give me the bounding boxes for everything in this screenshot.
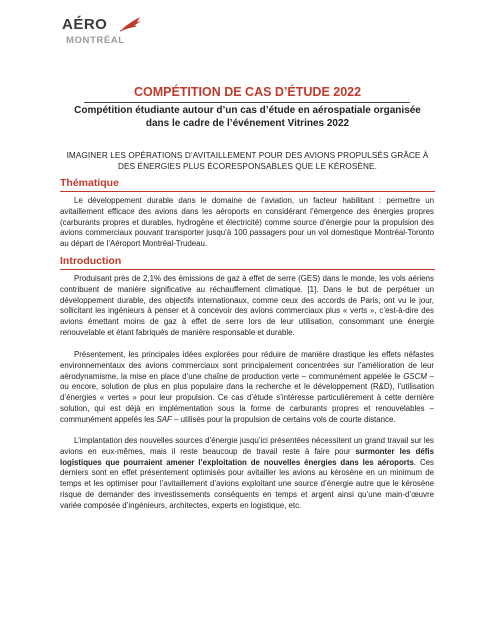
page-subtitle: [60, 104, 435, 130]
intro-p2-text-b: – ou encore, solution de plus en plus populaire dans la recherche et le développement (R&D), l’utilisation d’énergies « vertes » pour leur propulsion. Ce cas d’étude s’intéresse particulièrement à cette dernière solution, qui est déjà en implémentation sous la forme de carburants propres et renouvelables – communément appelés les: [60, 371, 434, 424]
section-rule-introduction: [60, 269, 435, 270]
section-heading-introduction: Introduction: [60, 255, 122, 267]
section-rule-thematique: [60, 191, 435, 192]
intro-paragraph-3: [60, 436, 434, 512]
gscm-term: GSCM: [403, 371, 427, 381]
saf-term: SAF: [156, 414, 172, 424]
plane-swoosh-icon: [120, 16, 142, 32]
intro-p2-text-a: Présentement, les principales idées explorées pour réduire de manière drastique les effets néfastes environnementaux des avions commerciaux sont principalement concentrées sur l’amélioration de leur aérodynamisme, la mise en place d’une chaîne de production verte – communément appelée le: [60, 350, 434, 381]
subtitle-line2: dans le cadre de l’événement Vitrines 2022: [145, 118, 350, 129]
subtitle-line1: Compétition étudiante autour d’un cas d’étude en aérospatiale organisée: [74, 105, 421, 116]
intro-p3-text-b: . Ces derniers sont en effet présentement optimisés pour avitailler les avions au kérosène en un minimum de temps et les optimiser pour l’avitaillement d’avions exploitant une source d’énergie autre que le kérosène risque de demander des investissements conséquents en temps et argent ainsi qu’une main-d’œuvre variée composée d’ingénieurs, architectes, experts en logistique, etc.: [60, 457, 434, 510]
thematique-paragraph: [60, 196, 434, 250]
aero-montreal-logo: [62, 16, 142, 58]
page-title: COMPÉTITION DE CAS D’ÉTUDE 2022: [133, 85, 362, 99]
intro-p1-text: Produisant près de 2,1% des émissions de gaz à effet de serre (GES) dans le monde, les vols aériens contribuent de manière significative au réchauffement climatique. [1]. Dans le but de perpétuer un développement durable, des objectifs internationaux, comme ceux des accords de Paris, ont vu le jour, sollicitant les ingénieurs à penser et à concevoir des avions commerciaux plus « verts », c’est-à-dire des avions émettant moins de gaz à effet de serre lors de leur utilisation, consommant une énergie renouvelable et étant fabriqués de manière responsable et durable.: [60, 274, 434, 337]
thematique-text: Le développement durable dans le domaine de l’aviation, un facteur habilitant : permettre un avitaillement efficace des avions dans les aéroports en considérant l’émergence des énergies propres (carburants propres et durables, hydrogène et électricité) comme source d’énergie pour la propulsion des avions commerciaux pouvant transporter jusqu’à 100 passagers pour un vol domestique Montréal-Toronto au départ de l’Aéroport Montréal-Trudeau.: [60, 196, 434, 249]
logo-line2: MONTRÉAL: [66, 35, 125, 46]
case-statement-line2: DES ÉNERGIES PLUS ÉCORESPONSABLES QUE LE KÉROSÈNE.: [118, 162, 377, 171]
intro-p3-bold: surmonter les défis logistiques que pourraient amener l’exploitation de nouvelles énergies dans les aéroports: [60, 446, 434, 467]
intro-paragraph-1: [60, 274, 434, 339]
case-statement-line1: IMAGINER LES OPÉRATIONS D’AVITAILLEMENT POUR DES AVIONS PROPULSÉS GRÂCE À: [66, 151, 429, 160]
intro-p3-text-a: L’implantation des nouvelles sources d’énergie jusqu’ici présentées nécessitent un grand travail sur les avions en eux-mêmes, mais il reste beaucoup de travail reste à faire pour: [60, 436, 434, 456]
logo-line1: AÉRO: [62, 16, 108, 33]
intro-p2-text-c: – utilisés pour la propulsion de certains vols de courte distance.: [171, 414, 396, 424]
intro-paragraph-2: [60, 350, 434, 426]
section-heading-thematique: Thématique: [60, 177, 119, 189]
case-statement: [60, 150, 435, 172]
title-divider: [84, 102, 410, 103]
